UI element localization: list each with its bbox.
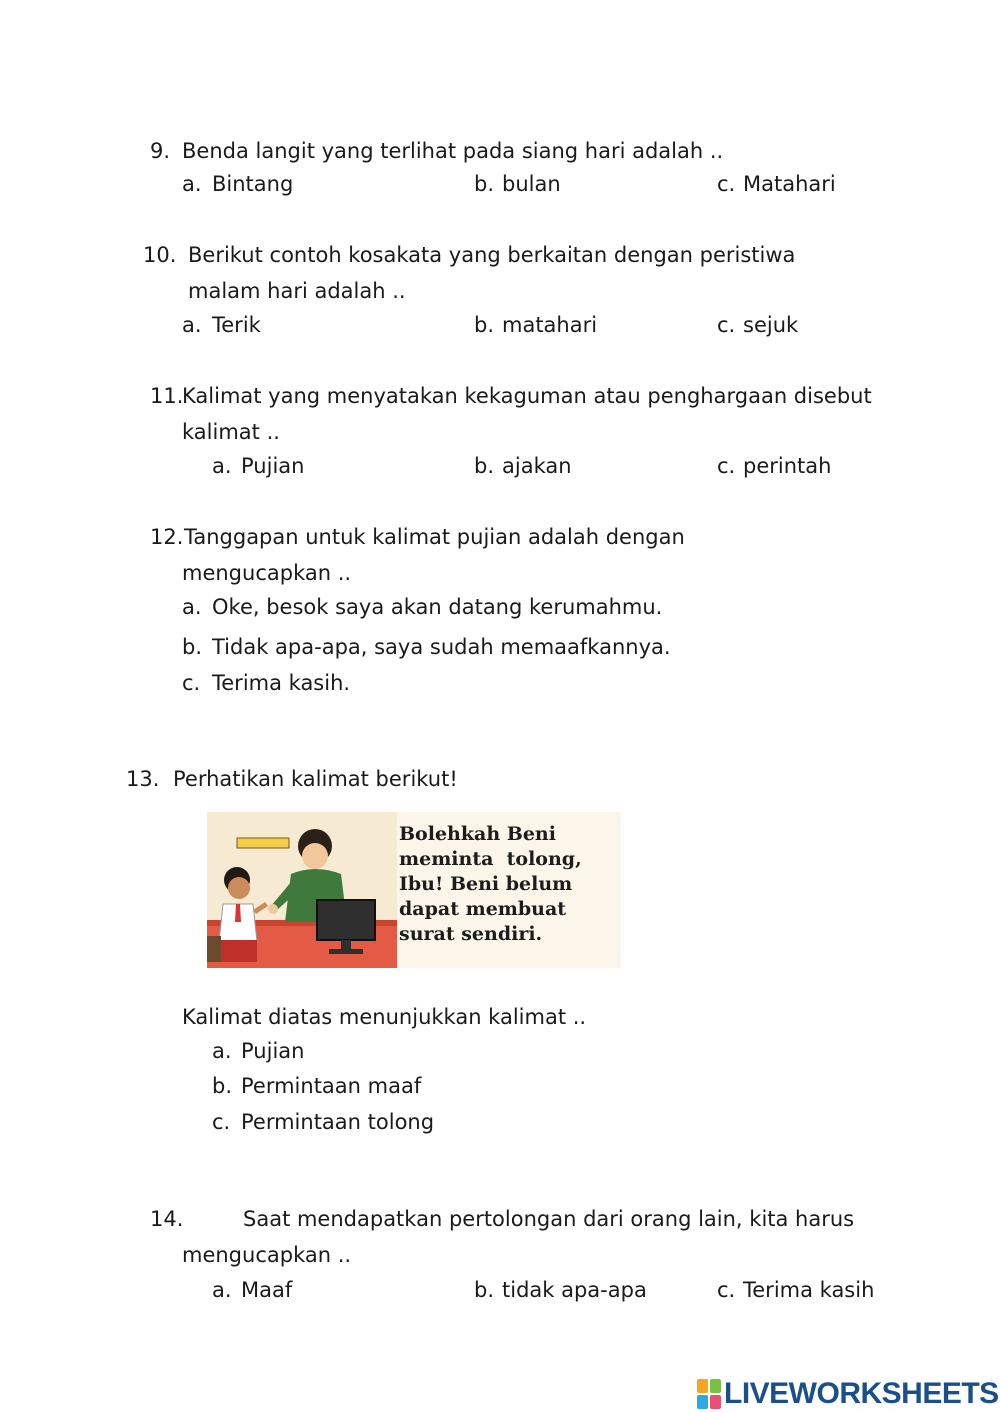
question-12-text-line-2: mengucapkan .. bbox=[182, 561, 352, 585]
option-12a-text: Oke, besok saya akan datang kerumahmu. bbox=[212, 595, 663, 619]
option-13c-letter: c. bbox=[212, 1110, 231, 1134]
question-13-followup: Kalimat diatas menunjukkan kalimat .. bbox=[182, 1005, 587, 1029]
liveworksheets-logo-icon bbox=[697, 1379, 721, 1409]
teacher-student-illustration bbox=[207, 812, 621, 968]
question-13-text: Perhatikan kalimat berikut! bbox=[173, 767, 458, 791]
question-10-number: 10. bbox=[143, 243, 177, 267]
option-13b-text: Permintaan maaf bbox=[241, 1074, 422, 1098]
option-14a-text: Maaf bbox=[241, 1278, 293, 1302]
option-11b-text: ajakan bbox=[502, 454, 572, 478]
question-9-text: Benda langit yang terlihat pada siang hari adalah .. bbox=[182, 139, 724, 163]
option-13b-letter: b. bbox=[212, 1074, 233, 1098]
speech-bubble-text bbox=[399, 822, 582, 947]
option-12b-letter: b. bbox=[182, 635, 203, 659]
option-14b-letter: b. bbox=[474, 1278, 495, 1302]
question-10-text-line-1: Berikut contoh kosakata yang berkaitan dengan peristiwa bbox=[188, 243, 796, 267]
option-12b-text: Tidak apa-apa, saya sudah memaafkannya. bbox=[212, 635, 671, 659]
classroom-scene-image bbox=[207, 812, 397, 968]
option-14a-letter: a. bbox=[212, 1278, 232, 1302]
option-12c-letter: c. bbox=[182, 671, 201, 695]
question-9-number: 9. bbox=[150, 139, 171, 163]
option-11b-letter: b. bbox=[474, 454, 495, 478]
option-11a-letter: a. bbox=[212, 454, 232, 478]
question-14-number: 14. bbox=[150, 1207, 184, 1231]
question-14-text-line-2: mengucapkan .. bbox=[182, 1243, 352, 1267]
question-14-text-line-1: Saat mendapatkan pertolongan dari orang lain, kita harus bbox=[243, 1207, 855, 1231]
question-12-text-line-1: Tanggapan untuk kalimat pujian adalah dengan bbox=[184, 525, 685, 549]
option-9b-text: bulan bbox=[502, 172, 561, 196]
option-11c-text: perintah bbox=[743, 454, 832, 478]
option-9b-letter: b. bbox=[474, 172, 495, 196]
question-13-number: 13. bbox=[126, 767, 160, 791]
option-14b-text: tidak apa-apa bbox=[502, 1278, 647, 1302]
option-10b-text: matahari bbox=[502, 313, 598, 337]
bubble-line-4: dapat membuat bbox=[399, 898, 567, 920]
option-10b-letter: b. bbox=[474, 313, 495, 337]
option-9c-text: Matahari bbox=[743, 172, 836, 196]
question-12-number: 12. bbox=[150, 525, 184, 549]
bubble-line-3: Ibu! Beni belum bbox=[399, 873, 573, 895]
liveworksheets-brand-text: LIVEWORKSHEETS bbox=[724, 1377, 999, 1410]
option-12c-text: Terima kasih. bbox=[212, 671, 351, 695]
question-11-text-line-1: Kalimat yang menyatakan kekaguman atau penghargaan disebut bbox=[182, 384, 872, 408]
option-11c-letter: c. bbox=[717, 454, 736, 478]
option-13c-text: Permintaan tolong bbox=[241, 1110, 435, 1134]
option-9a-text: Bintang bbox=[212, 172, 294, 196]
question-11-text-line-2: kalimat .. bbox=[182, 420, 280, 444]
option-14c-text: Terima kasih bbox=[743, 1278, 875, 1302]
option-12a-letter: a. bbox=[182, 595, 202, 619]
bubble-line-5: surat sendiri. bbox=[399, 923, 543, 945]
option-13a-letter: a. bbox=[212, 1039, 232, 1063]
option-14c-letter: c. bbox=[717, 1278, 736, 1302]
option-10c-letter: c. bbox=[717, 313, 736, 337]
bubble-line-1: Bolehkah Beni bbox=[399, 823, 556, 845]
question-11-number: 11. bbox=[150, 384, 184, 408]
option-13a-text: Pujian bbox=[241, 1039, 305, 1063]
option-11a-text: Pujian bbox=[241, 454, 305, 478]
option-10c-text: sejuk bbox=[743, 313, 799, 337]
bubble-line-2: meminta tolong, bbox=[399, 848, 582, 870]
option-9c-letter: c. bbox=[717, 172, 736, 196]
option-10a-letter: a. bbox=[182, 313, 202, 337]
question-10-text-line-2: malam hari adalah .. bbox=[188, 279, 406, 303]
option-10a-text: Terik bbox=[212, 313, 261, 337]
liveworksheets-watermark bbox=[697, 1376, 999, 1412]
option-9a-letter: a. bbox=[182, 172, 202, 196]
